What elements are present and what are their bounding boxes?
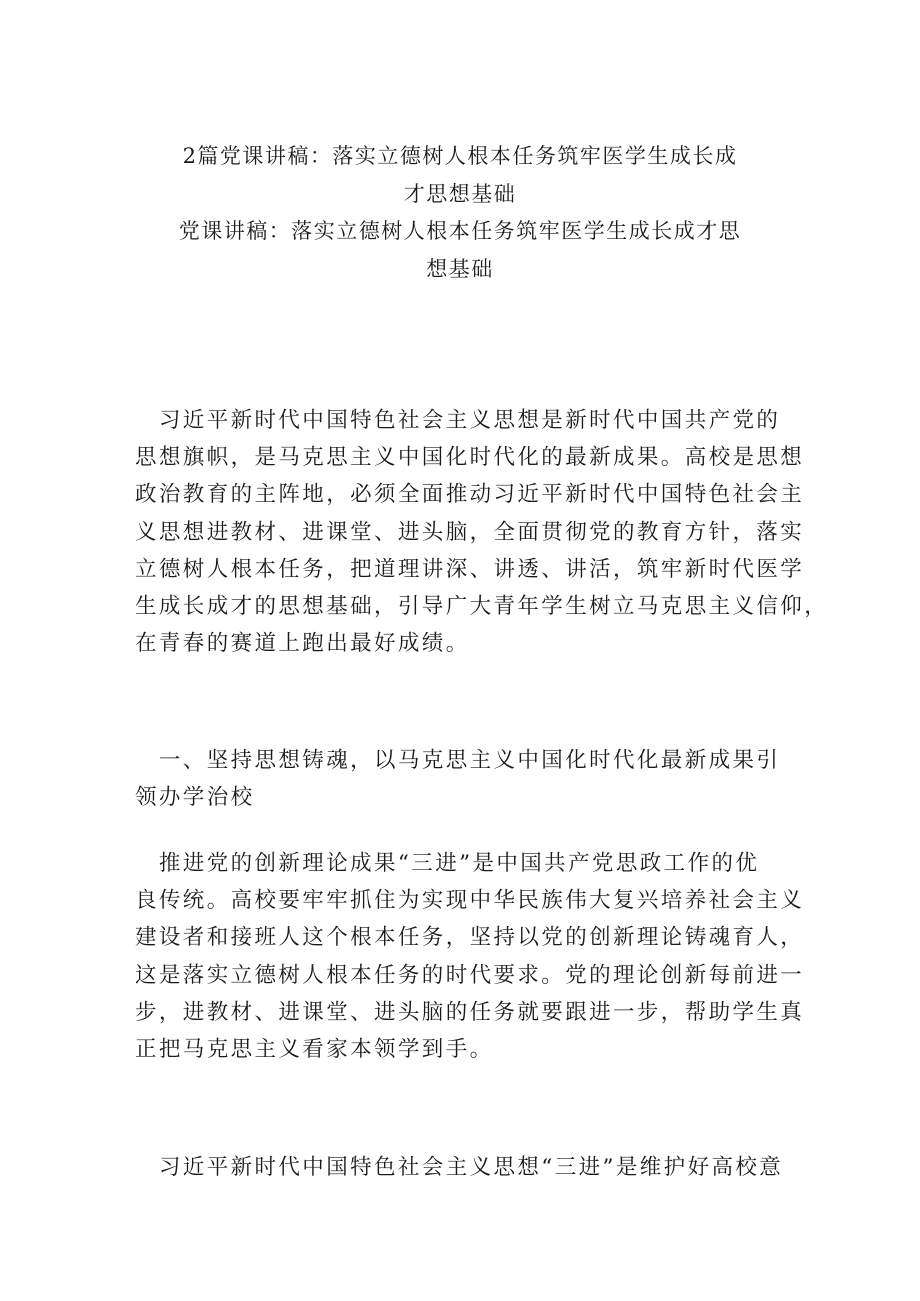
section-heading-1	[135, 742, 795, 816]
paragraph-line: 这是落实立德树人根本任务的时代要求。党的理论创新每前进一	[135, 962, 805, 988]
paragraph-intro	[135, 402, 829, 662]
paragraph-line: 习近平新时代中国特色社会主义思想“三进”是维护好高校意	[135, 1155, 784, 1180]
title-line: 才思想基础	[403, 181, 517, 206]
paragraph-line: 步，进教材、进课堂、进头脑的任务就要跟进一步，帮助学生真	[135, 999, 805, 1025]
heading-line: 一、坚持思想铸魂，以马克思主义中国化时代化最新成果引	[135, 748, 781, 773]
paragraph-line: 在青春的赛道上跑出最好成绩。	[135, 631, 470, 657]
paragraph-line: 政治教育的主阵地，必须全面推动习近平新时代中国特色社会主	[135, 482, 805, 508]
paragraph-line: 思想旗帜，是马克思主义中国化时代化的最新成果。高校是思想	[135, 445, 805, 471]
paragraph-line: 义思想进教材、进课堂、进头脑，全面贯彻党的教育方针，落实	[135, 519, 805, 545]
paragraph-line: 习近平新时代中国特色社会主义思想是新时代中国共产党的	[135, 408, 781, 433]
paragraph-line: 生成长成才的思想基础，引导广大青年学生树立马克思主义信仰，	[135, 594, 829, 620]
title-line: 2篇党课讲稿：落实立德树人根本任务筑牢医学生成长成	[182, 144, 738, 168]
paragraph-line: 正把马克思主义看家本领学到手。	[135, 1037, 494, 1063]
document-title	[150, 138, 770, 288]
paragraph-section-1	[135, 845, 805, 1068]
paragraph-line: 立德树人根本任务，把道理讲深、讲透、讲活，筑牢新时代医学	[135, 556, 805, 582]
paragraph-line: 良传统。高校要牢牢抓住为实现中华民族伟大复兴培养社会主义	[135, 888, 805, 914]
subtitle-line: 想基础	[426, 256, 494, 281]
paragraph-continued	[135, 1149, 795, 1186]
subtitle-line: 党课讲稿：落实立德树人根本任务筑牢医学生成长成才思	[178, 219, 742, 243]
heading-line: 领办学治校	[135, 785, 255, 811]
paragraph-line: 推进党的创新理论成果“三进”是中国共产党思政工作的优	[135, 851, 760, 876]
paragraph-line: 建设者和接班人这个根本任务，坚持以党的创新理论铸魂育人，	[135, 925, 805, 951]
